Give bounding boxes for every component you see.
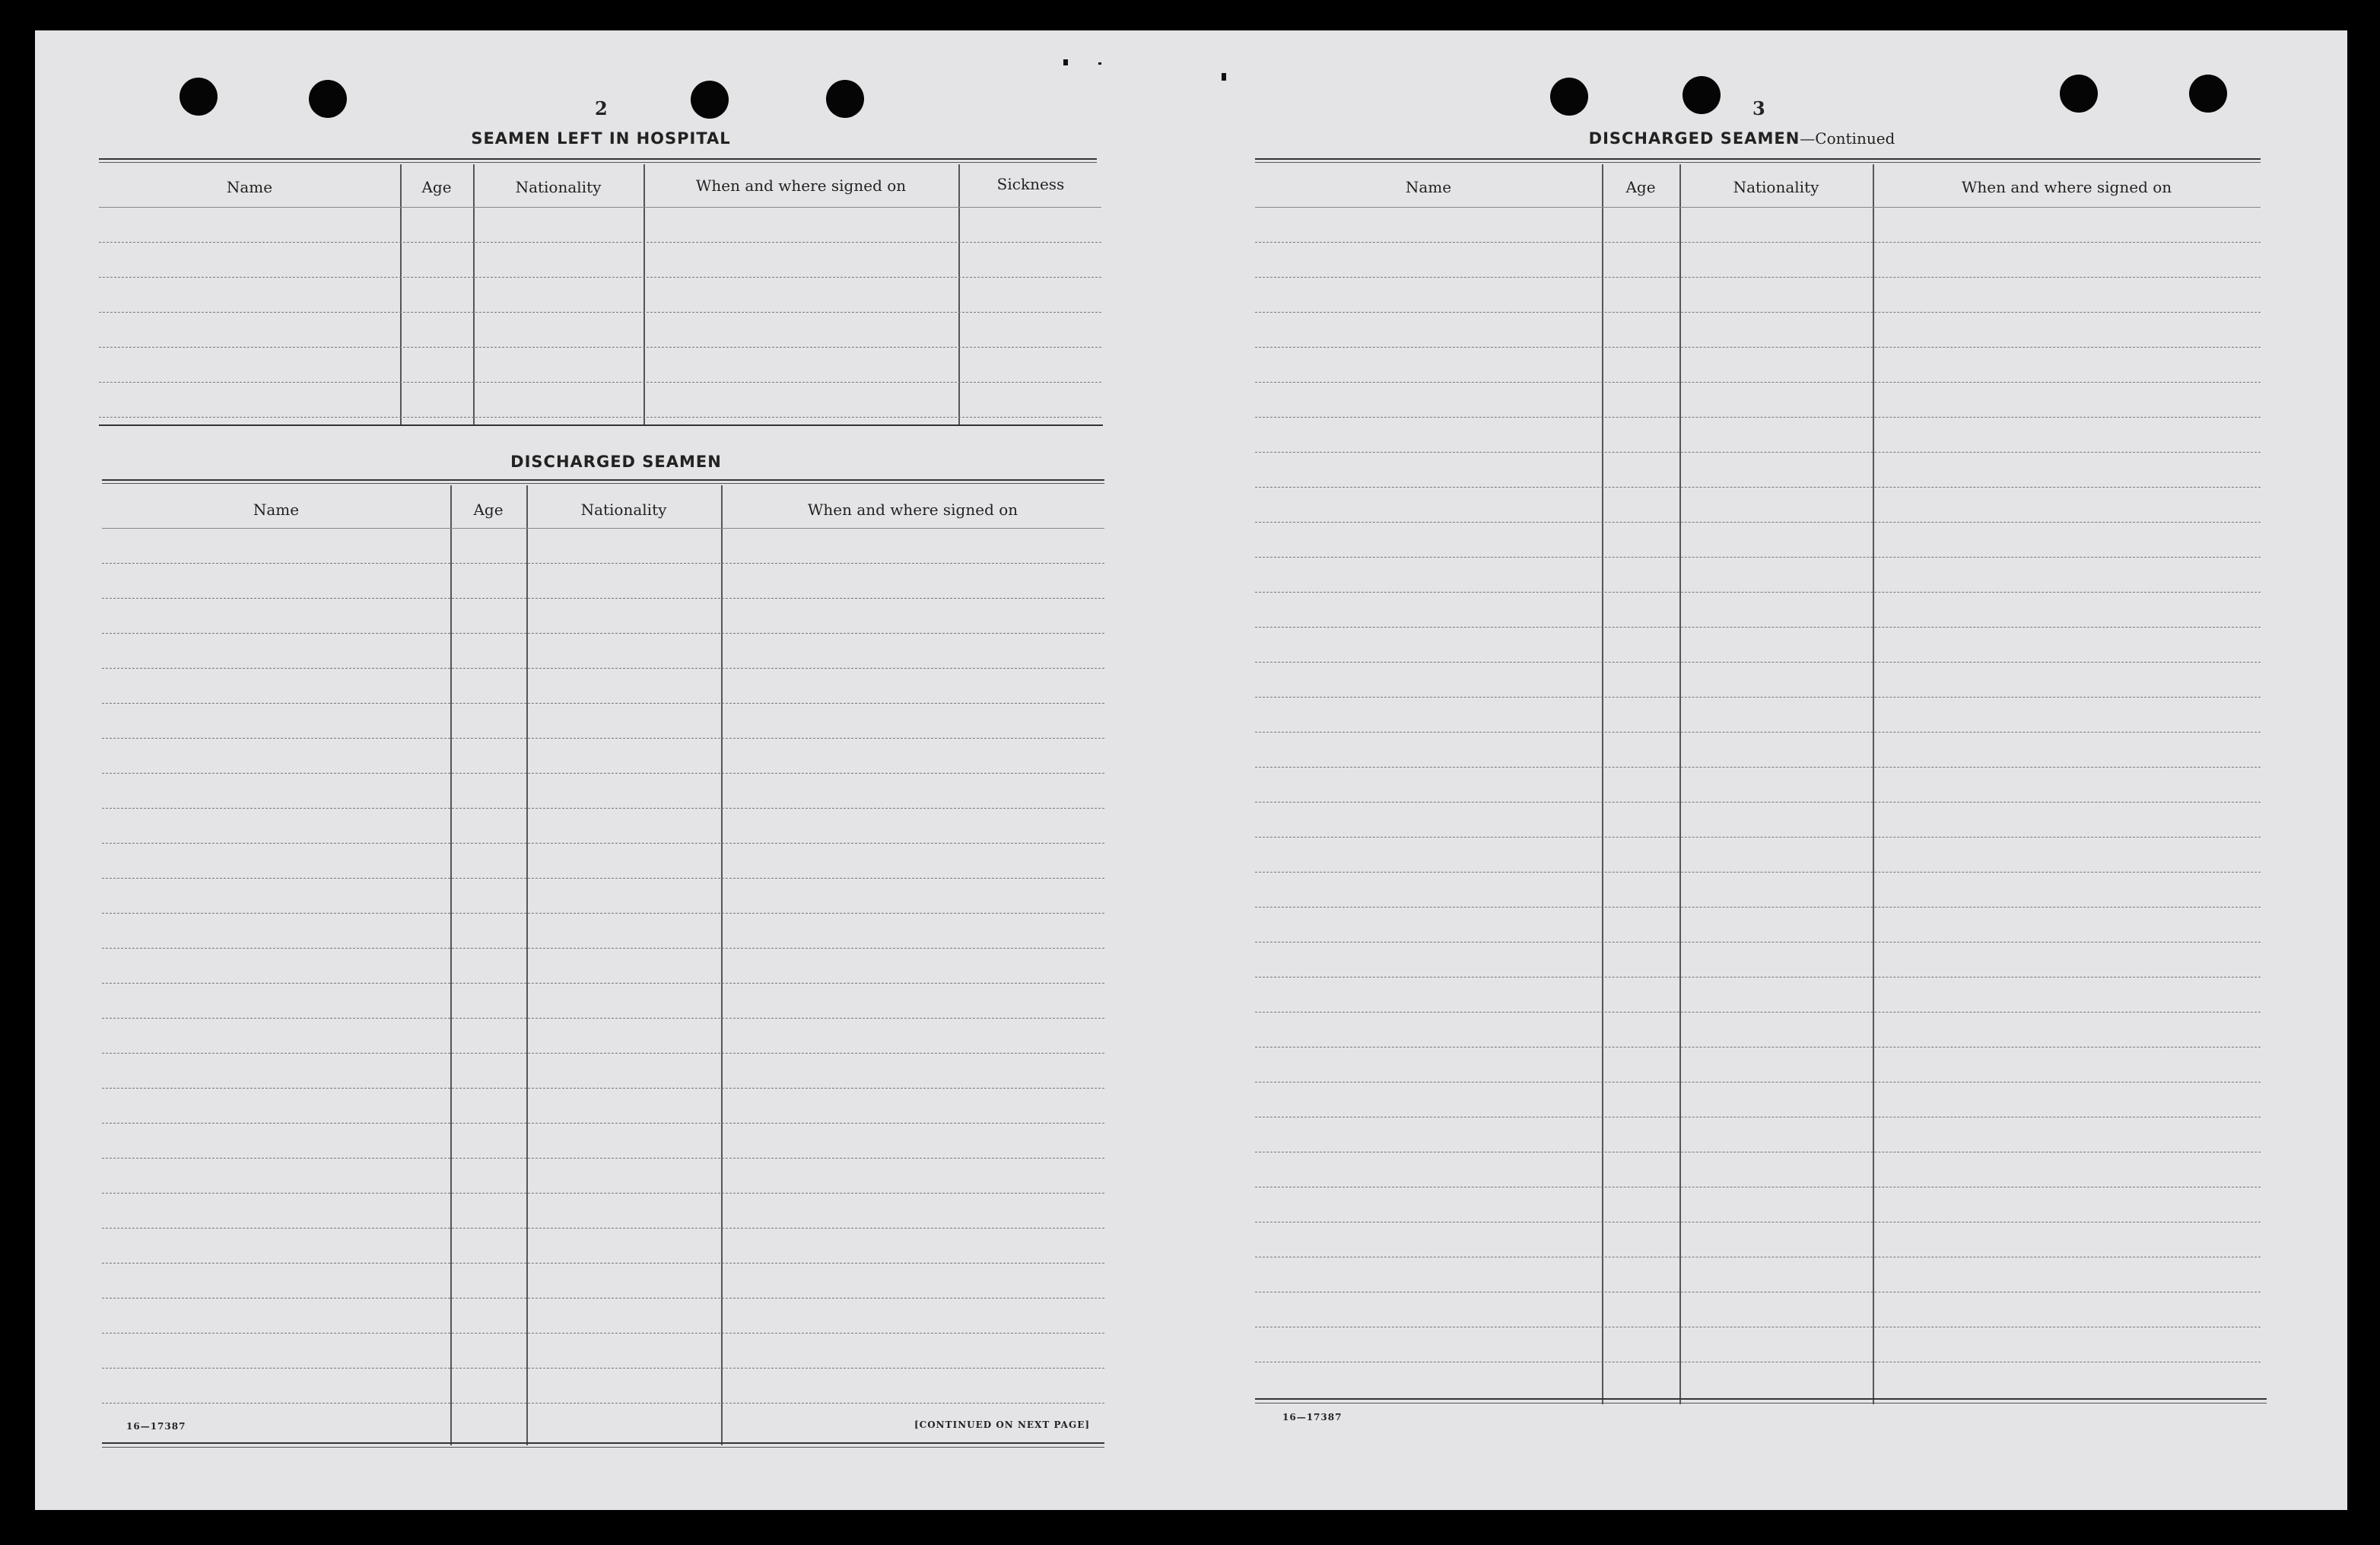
table-row	[102, 1333, 1104, 1334]
column-header-age: Age	[1625, 178, 1656, 196]
section-title-suffix: —Continued	[1800, 129, 1895, 148]
table-row	[99, 347, 1101, 348]
table-row	[1255, 592, 2261, 593]
table-row	[102, 1193, 1104, 1194]
table-top-rule	[102, 479, 1104, 481]
column-header-name: Name	[226, 178, 273, 196]
column-header-when-where-signed-on: When and where signed on	[695, 176, 907, 195]
table-row	[102, 703, 1104, 704]
form-number: 16—17387	[126, 1421, 186, 1432]
table-row	[102, 1368, 1104, 1369]
table-row	[1255, 382, 2261, 383]
column-divider	[721, 485, 723, 1445]
table-top-rule	[1255, 162, 2261, 163]
table-row	[1255, 837, 2261, 838]
table-row	[1255, 417, 2261, 418]
table-row	[1255, 1012, 2261, 1013]
table-row	[102, 563, 1104, 564]
table-row	[1255, 522, 2261, 523]
table-row	[99, 277, 1101, 278]
table-row	[102, 598, 1104, 599]
table-row	[102, 1298, 1104, 1299]
hospital-table	[99, 158, 1097, 432]
table-top-rule	[99, 162, 1097, 163]
section-title-discharged-seamen-continued	[1589, 129, 1895, 148]
column-header-when-where-signed-on: When and where signed on	[807, 501, 1018, 519]
punch-hole	[2060, 75, 2098, 113]
form-number: 16—17387	[1282, 1412, 1343, 1423]
column-divider	[473, 164, 475, 424]
table-row	[99, 382, 1101, 383]
table-row	[1255, 732, 2261, 733]
column-divider	[400, 164, 402, 424]
punch-hole	[691, 81, 729, 119]
column-divider	[643, 164, 645, 424]
column-header-age: Age	[473, 501, 504, 519]
table-row	[1255, 697, 2261, 698]
column-divider	[1679, 164, 1681, 1404]
table-row	[1255, 872, 2261, 873]
page-number: 3	[1752, 97, 1765, 119]
table-row	[102, 738, 1104, 739]
table-row	[102, 1158, 1104, 1159]
table-row	[1255, 802, 2261, 803]
column-divider	[958, 164, 960, 424]
table-row	[1255, 242, 2261, 243]
ink-smudge	[1063, 59, 1068, 65]
table-row	[1255, 977, 2261, 978]
table-bottom-rule	[99, 424, 1103, 426]
table-top-rule	[102, 483, 1104, 484]
table-row	[102, 843, 1104, 844]
table-row	[1255, 767, 2261, 768]
punch-hole	[1550, 78, 1588, 116]
table-row	[99, 417, 1101, 418]
header-separator	[1255, 207, 2261, 208]
discharged-table-right	[1255, 158, 2267, 1444]
table-row	[102, 633, 1104, 634]
table-row	[99, 242, 1101, 243]
header-separator	[102, 528, 1104, 529]
section-title-discharged-seamen: DISCHARGED SEAMEN	[510, 453, 722, 471]
column-divider	[450, 485, 452, 1445]
table-top-rule	[1255, 158, 2261, 160]
punch-hole	[826, 80, 864, 118]
table-row	[1255, 312, 2261, 313]
punch-hole	[2189, 75, 2227, 113]
table-row	[1255, 557, 2261, 558]
discharged-table-left	[102, 479, 1104, 1447]
continued-note: [CONTINUED ON NEXT PAGE]	[914, 1419, 1091, 1430]
column-header-name: Name	[253, 501, 300, 519]
column-header-name: Name	[1405, 178, 1452, 196]
table-row	[102, 1228, 1104, 1229]
table-row	[102, 1403, 1104, 1404]
table-row	[102, 1018, 1104, 1019]
table-row	[102, 913, 1104, 914]
column-header-sickness: Sickness	[996, 175, 1065, 193]
table-row	[102, 1123, 1104, 1124]
table-bottom-rule	[102, 1442, 1104, 1444]
table-row	[1255, 347, 2261, 348]
table-row	[102, 1053, 1104, 1054]
table-bottom-rule	[102, 1447, 1104, 1448]
table-bottom-rule	[1255, 1403, 2267, 1404]
punch-hole	[1683, 76, 1721, 114]
table-row	[102, 1263, 1104, 1264]
header-separator	[99, 207, 1101, 208]
table-row	[102, 983, 1104, 984]
table-row	[1255, 662, 2261, 663]
column-header-nationality: Nationality	[515, 178, 602, 196]
form-sheet	[35, 30, 2347, 1510]
table-row	[102, 1088, 1104, 1089]
column-header-age: Age	[421, 178, 452, 196]
table-bottom-rule	[1255, 1398, 2267, 1400]
punch-hole	[309, 80, 347, 118]
column-divider	[1602, 164, 1603, 1404]
table-row	[102, 668, 1104, 669]
table-row	[1255, 277, 2261, 278]
table-row	[99, 312, 1101, 313]
table-row	[1255, 627, 2261, 628]
table-row	[102, 878, 1104, 879]
table-row	[1255, 942, 2261, 943]
column-header-nationality: Nationality	[580, 501, 667, 519]
ink-smudge	[1222, 73, 1226, 81]
table-top-rule	[99, 158, 1097, 160]
table-row	[1255, 907, 2261, 908]
table-row	[102, 948, 1104, 949]
table-row	[1255, 452, 2261, 453]
table-row	[1255, 487, 2261, 488]
column-divider	[1873, 164, 1874, 1404]
column-header-when-where-signed-on: When and where signed on	[1961, 178, 2172, 196]
ink-smudge	[1098, 62, 1101, 65]
table-row	[102, 773, 1104, 774]
column-header-nationality: Nationality	[1733, 178, 1819, 196]
section-title-seamen-left-in-hospital: SEAMEN LEFT IN HOSPITAL	[471, 129, 731, 148]
page-number: 2	[595, 97, 608, 119]
punch-hole	[180, 78, 218, 116]
section-title-text: DISCHARGED SEAMEN	[1588, 129, 1800, 148]
table-row	[102, 808, 1104, 809]
column-divider	[526, 485, 528, 1445]
